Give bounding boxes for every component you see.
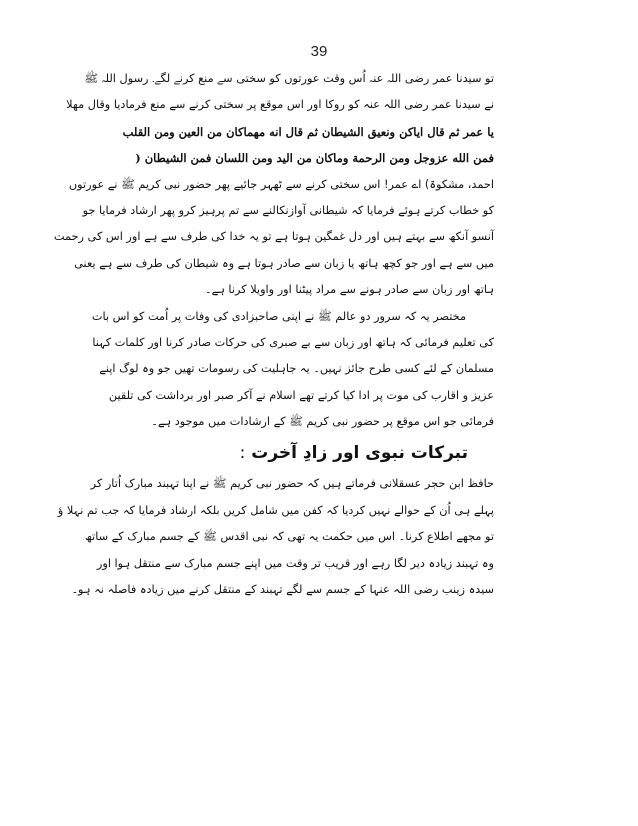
text-line: مسلمان کے لئے کسی طرح جائز نہیں۔ یہ جاہلیت کی رسومات تھیں جو وہ لوگ اپنے <box>99 362 494 376</box>
page-number: 39 <box>310 43 328 60</box>
arabic-text-line: يا عمر ثم قال ایاکن ونعیق الشیطان ثم قال انه مهماکان من العین ومن القلب <box>122 124 494 139</box>
text-line: میں سے ہے اور جو کچھ ہاتھ یا زبان سے صادر ہوتا ہے وہ شیطان کی طرف سے ہے یعنی <box>74 256 494 270</box>
text-line: ہاتھ اور زبان سے صادر ہونے سے مراد پیٹنا اور واویلا کرنا ہے۔ <box>204 283 494 297</box>
body-text <box>53 66 494 603</box>
text-line: تو مجھے اطلاع کرنا۔ اس میں حکمت یہ تھی کہ نبی اقدس ﷺ کے جسم مبارک کے ساتھ <box>84 530 494 544</box>
text-line: نے سیدنا عمر رضی اللہ عنہ کو روکا اور اس موقع پر سختی کرنے سے منع فرمادیا وقال مهلا <box>66 98 494 112</box>
text-line: سیدہ زینب رضی اللہ عنہا کے جسم سے لگے تہبند کے منتقل کرنے میں زیادہ فاصلہ نہ ہو۔ <box>71 583 494 597</box>
text-line: آنسو آنکھ سے بہتے ہیں اور دل غمگین ہوتا ہے تو یہ خدا کی طرف سے ہے اور اس کی رحمت <box>53 230 494 244</box>
text-line: کو خطاب کرتے ہوئے فرمایا کہ شیطانی آوازنکالنے سے تم پرہیز کرو پھر ارشاد فرمایا جو <box>82 203 494 217</box>
heading-title: تبرکات نبوی اور زادِ آخرت <box>251 443 468 464</box>
text-line: احمد، مشکوۃ) اے عمر! اس سختی کرنے سے ٹھہر جائیے پھر حضور نبی کریم ﷺ نے عورتوں <box>68 177 494 191</box>
text-line: عزیز و اقارب کی موت پر ادا کیا کرتے تھے اسلام نے آکر صبر اور برداشت کی تلقین <box>108 388 494 402</box>
text-line: حافظ ابن حجر عسقلانی فرماتے ہیں کہ حضور نبی کریم ﷺ نے اپنا تہبند مبارک اُتار کر <box>90 477 494 491</box>
text-line: وہ تہبند زیادہ دیر لگا رہے اور قریب تر وقت میں اپنے جسم مبارک سے منتقل ہوا اور <box>96 556 494 570</box>
text-line: تو سیدنا عمر رضی اللہ عنہ اُس وقت عورتوں کو سختی سے منع کرنے لگے۔ رسول اللہ ﷺ <box>84 72 494 85</box>
text-line: فرمائی جو اس موقع پر حضور نبی کریم ﷺ کے ارشادات میں موجود ہے۔ <box>151 415 494 429</box>
text-line: پہلے ہی اُن کے حوالے نہیں کردیا کہ کفن میں شامل کریں بلکہ ارشاد فرمایا کہ جب تم نہلا ؤ <box>57 503 494 517</box>
heading-colon: : <box>239 443 246 464</box>
arabic-text-line: فمن الله عزوجل ومن الرحمة وماکان من الید ومن اللسان فمن الشیطان ( <box>135 151 494 166</box>
text-line: کی تعلیم فرمائی کہ ہاتھ اور زبان سے بے صبری کی حرکات صادر کرنا اور کلمات کہنا <box>92 335 494 349</box>
text-line: مختصر یہ کہ سرور دو عالم ﷺ نے اپنی صاحبزادی کی وفات پر اُمت کو اس بات <box>91 309 466 323</box>
section-heading <box>148 435 494 471</box>
